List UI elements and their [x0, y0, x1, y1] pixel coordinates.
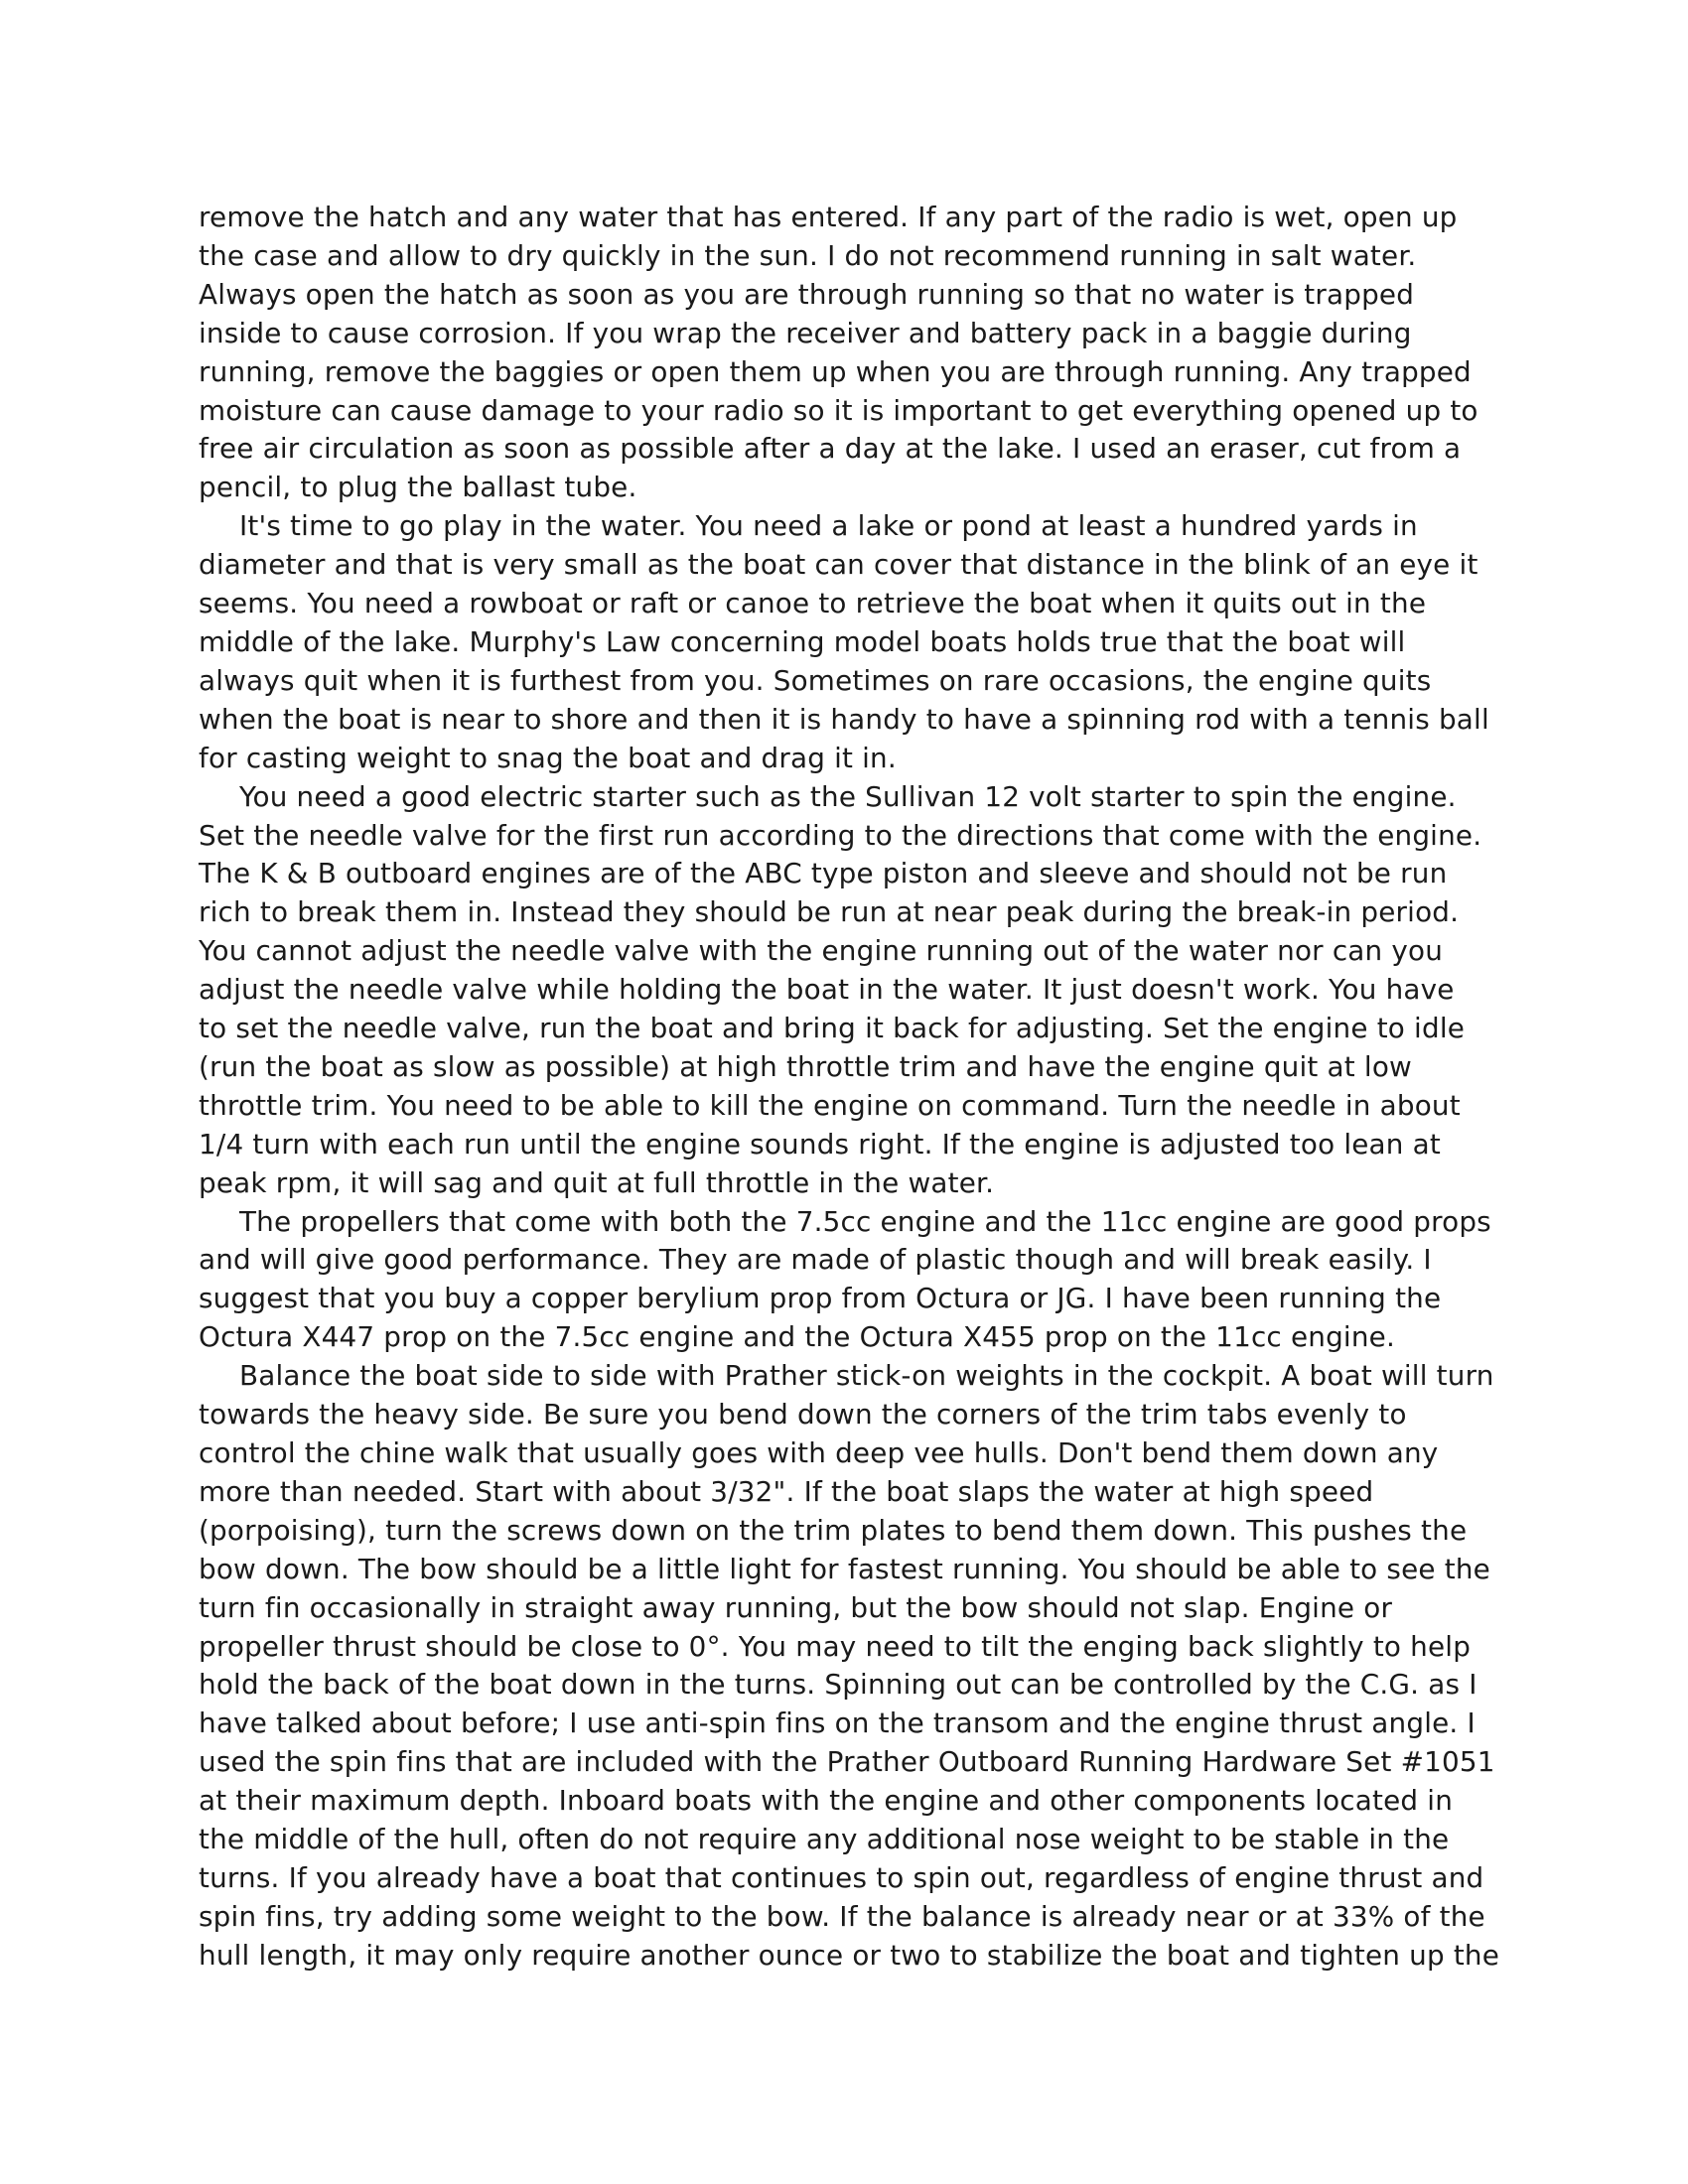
text-line: towards the heavy side. Be sure you bend down the corners of the trim tabs evenly to — [199, 1398, 1407, 1432]
text-line: The K & B outboard engines are of the ABC type piston and sleeve and should not be run — [199, 857, 1448, 890]
text-line: rich to break them in. Instead they should be run at near peak during the break-in period. — [199, 895, 1460, 929]
text-line: adjust the needle valve while holding the boat in the water. It just doesn't work. You have — [199, 973, 1455, 1007]
text-line: (porpoising), turn the screws down on the trim plates to bend them down. This pushes the — [199, 1513, 1468, 1547]
text-line: It's time to go play in the water. You need a lake or pond at least a hundred yards in — [239, 509, 1418, 543]
text-line: remove the hatch and any water that has entered. If any part of the radio is wet, open up — [199, 201, 1458, 233]
text-line: hold the back of the boat down in the turns. Spinning out can be controlled by the C.G. as I — [199, 1668, 1477, 1702]
text-line: have talked about before; I use anti-spin fins on the transom and the engine thrust angle. I — [199, 1706, 1476, 1740]
paragraph-balance — [199, 1357, 1500, 1976]
text-line: turns. If you already have a boat that continues to spin out, regardless of engine thrust and — [199, 1860, 1484, 1894]
text-line: (run the boat as slow as possible) at high throttle trim and have the engine quit at low — [199, 1049, 1412, 1083]
paragraph-propellers — [199, 1203, 1489, 1358]
text-line: seems. You need a rowboat or raft or canoe to retrieve the boat when it quits out in the — [199, 587, 1427, 620]
text-line: turn fin occasionally in straight away running, but the bow should not slap. Engine or — [199, 1590, 1393, 1624]
text-line: 1/4 turn with each run until the engine sounds right. If the engine is adjusted too lean at — [199, 1127, 1441, 1160]
text-line: spin fins, try adding some weight to the bow. If the balance is already near or at 33% of the — [199, 1899, 1485, 1933]
text-line: Set the needle valve for the first run according to the directions that come with the engine. — [199, 818, 1482, 852]
text-line: middle of the lake. Murphy's Law concerning model boats holds true that the boat will — [199, 624, 1406, 658]
text-line: propeller thrust should be close to 0°. You may need to tilt the enging back slightly to help — [199, 1629, 1472, 1663]
text-line: free air circulation as soon as possible after a day at the lake. I used an eraser, cut from a — [199, 432, 1462, 466]
text-line: diameter and that is very small as the boat can cover that distance in the blink of an eye it — [199, 548, 1478, 582]
paragraph-radio-care — [199, 199, 1489, 507]
paragraph-starter-needle — [199, 778, 1489, 1203]
text-line: You need a good electric starter such as the Sullivan 12 volt starter to spin the engine. — [239, 779, 1457, 813]
text-line: always quit when it is furthest from you. Sometimes on rare occasions, the engine quits — [199, 663, 1432, 697]
text-line: suggest that you buy a copper berylium prop from Octura or JG. I have been running the — [199, 1282, 1442, 1315]
text-line: more than needed. Start with about 3/32". If the boat slaps the water at high speed — [199, 1474, 1374, 1508]
text-line: You cannot adjust the needle valve with the engine running out of the water nor can you — [199, 934, 1444, 968]
text-line: pencil, to plug the ballast tube. — [199, 471, 637, 504]
text-line: Balance the boat side to side with Prather stick-on weights in the cockpit. A boat will turn — [239, 1359, 1494, 1393]
text-line: throttle trim. You need to be able to kill the engine on command. Turn the needle in about — [199, 1088, 1461, 1122]
text-line: moisture can cause damage to your radio so it is important to get everything opened up to — [199, 393, 1478, 427]
text-line: bow down. The bow should be a little light for fastest running. You should be able to see the — [199, 1552, 1490, 1585]
text-line: peak rpm, it will sag and quit at full throttle in the water. — [199, 1165, 995, 1199]
text-line: running, remove the baggies or open them up when you are through running. Any trapped — [199, 354, 1472, 388]
text-line: the case and allow to dry quickly in the sun. I do not recommend running in salt water. — [199, 238, 1417, 272]
text-line: hull length, it may only require another ounce or two to stabilize the boat and tighten up the — [199, 1938, 1500, 1972]
text-line: inside to cause corrosion. If you wrap the receiver and battery pack in a baggie during — [199, 316, 1412, 349]
text-line: and will give good performance. They are made of plastic though and will break easily. I — [199, 1243, 1432, 1277]
text-line: to set the needle valve, run the boat and bring it back for adjusting. Set the engine to idle — [199, 1012, 1466, 1045]
text-line: control the chine walk that usually goes with deep vee hulls. Don't bend them down any — [199, 1436, 1439, 1469]
text-line: Always open the hatch as soon as you are through running so that no water is trapped — [199, 277, 1415, 311]
text-line: the middle of the hull, often do not require any additional nose weight to be stable in the — [199, 1823, 1450, 1856]
text-line: The propellers that come with both the 7.5cc engine and the 11cc engine are good props — [239, 1204, 1491, 1238]
text-line: Octura X447 prop on the 7.5cc engine and the Octura X455 prop on the 11cc engine. — [199, 1320, 1395, 1354]
text-line: for casting weight to snag the boat and drag it in. — [199, 741, 897, 774]
document-page — [199, 199, 1500, 1976]
paragraph-water-play — [199, 507, 1489, 777]
text-line: at their maximum depth. Inboard boats with the engine and other components located in — [199, 1784, 1454, 1818]
text-line: when the boat is near to shore and then it is handy to have a spinning rod with a tennis ball — [199, 702, 1489, 736]
text-line: used the spin fins that are included with the Prather Outboard Running Hardware Set #1051 — [199, 1745, 1495, 1779]
